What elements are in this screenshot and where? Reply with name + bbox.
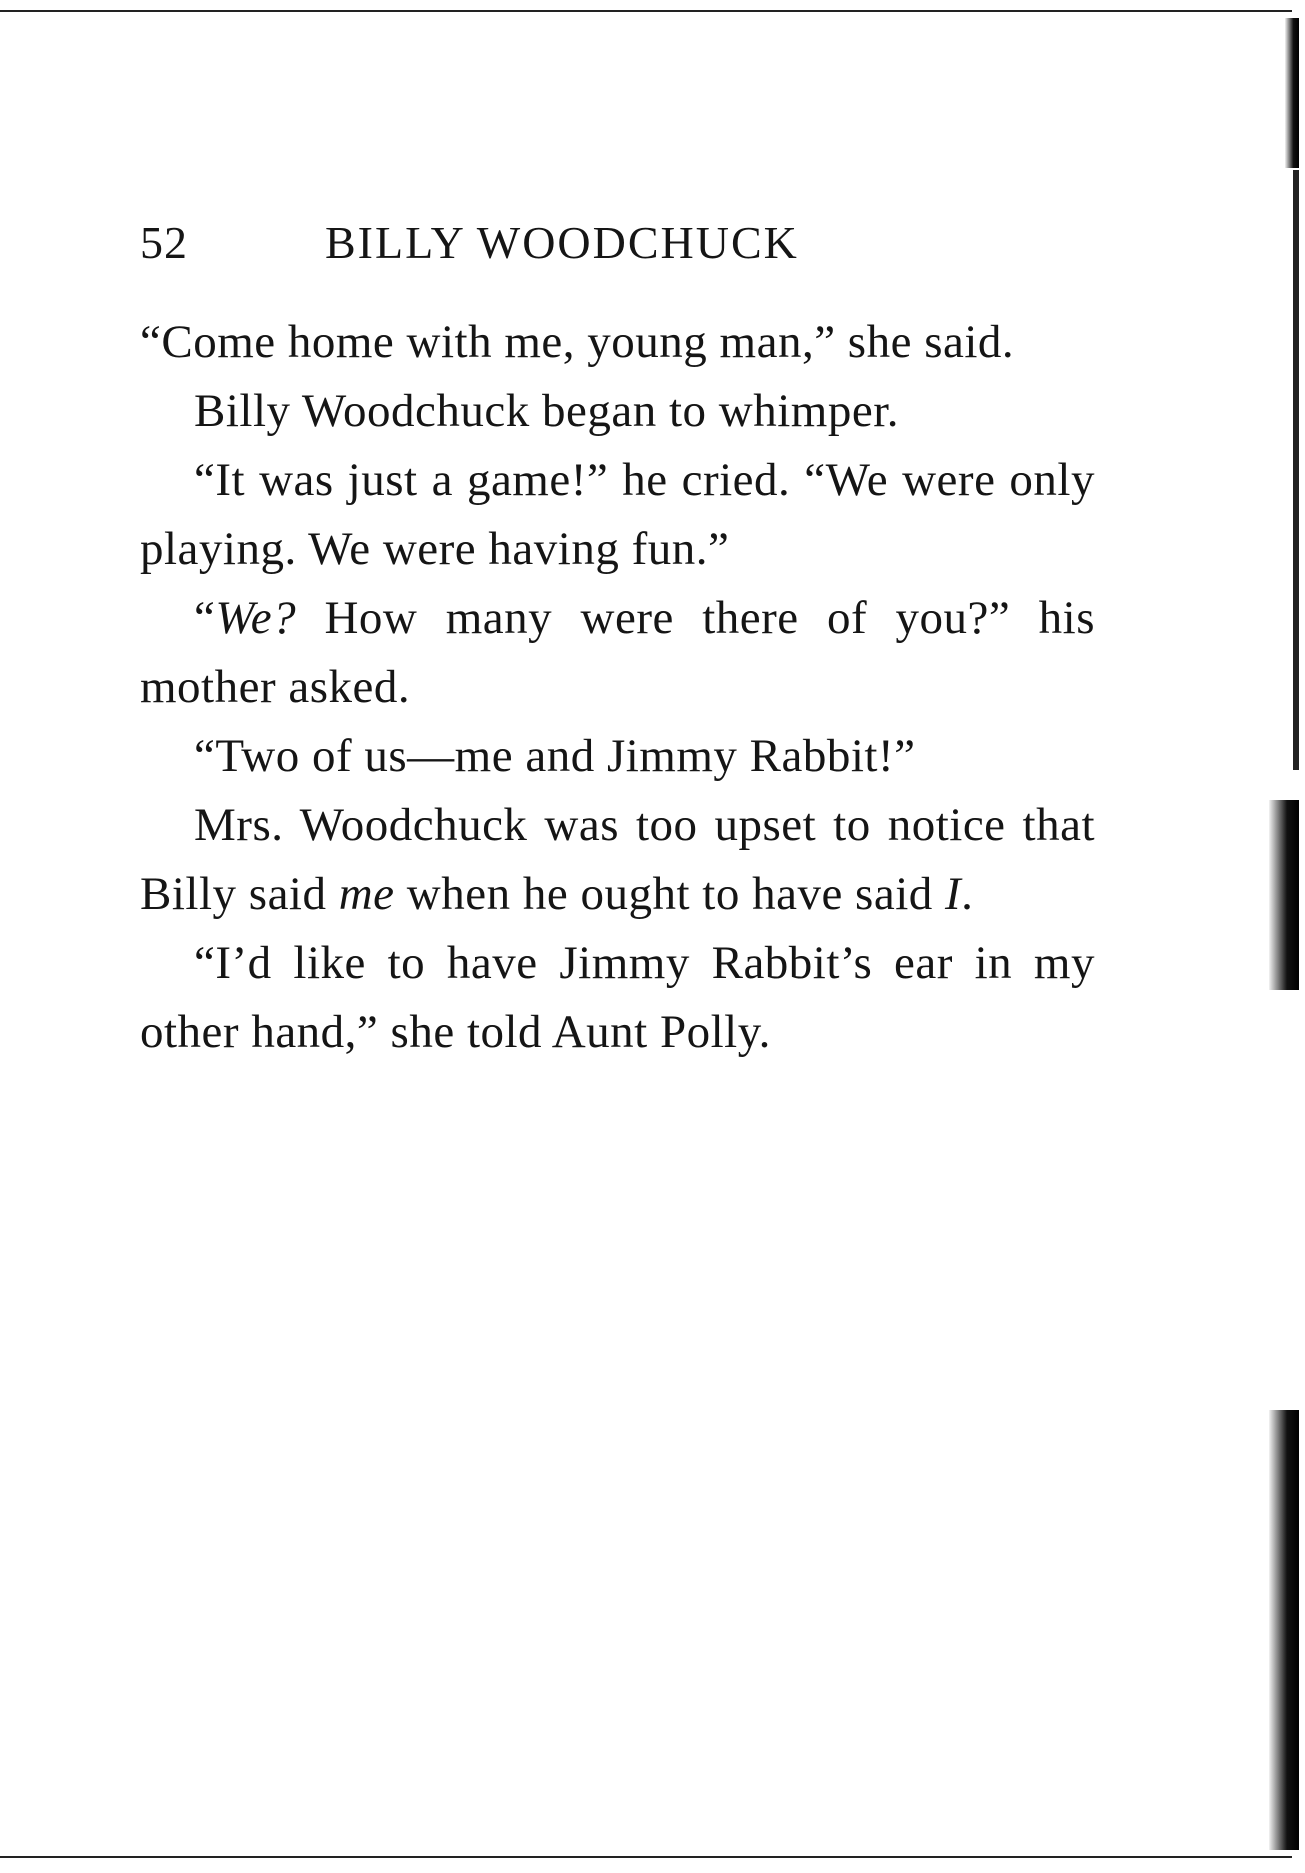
binding-shadow	[1285, 18, 1299, 168]
text-run: when he ought to have said	[394, 868, 946, 920]
text-run: Mrs. Woodchuck was too upset to notice that Billy said	[140, 799, 1095, 920]
italic-text: me	[338, 868, 395, 920]
paragraph	[140, 584, 1095, 722]
top-border-line	[0, 10, 1292, 12]
binding-shadow	[1293, 170, 1299, 770]
paragraph: “It was just a game!” he cried. “We were only playing. We were having fun.”	[140, 454, 1095, 575]
text-run: How many were there of you?” his mother asked.	[140, 592, 1095, 713]
italic-text: I	[945, 868, 962, 920]
italic-text: We?	[215, 592, 297, 644]
text-run: .	[961, 868, 974, 920]
paragraph: Billy Woodchuck began to whimper.	[194, 385, 899, 437]
text-run: “	[194, 592, 216, 644]
paragraph: “I’d like to have Jimmy Rabbit’s ear in my other hand,” she told Aunt Polly.	[140, 937, 1095, 1058]
page-number: 52	[140, 217, 188, 268]
bottom-border-line	[0, 1856, 1292, 1858]
page-header	[140, 215, 940, 271]
running-title: BILLY WOODCHUCK	[325, 217, 799, 268]
body-text	[140, 308, 1095, 1067]
binding-shadow	[1269, 800, 1299, 990]
binding-shadow	[1269, 1410, 1299, 1850]
paragraph: “Two of us—me and Jimmy Rabbit!”	[194, 730, 916, 782]
paragraph: “Come home with me, young man,” she said.	[140, 316, 1015, 368]
paragraph	[140, 791, 1095, 929]
